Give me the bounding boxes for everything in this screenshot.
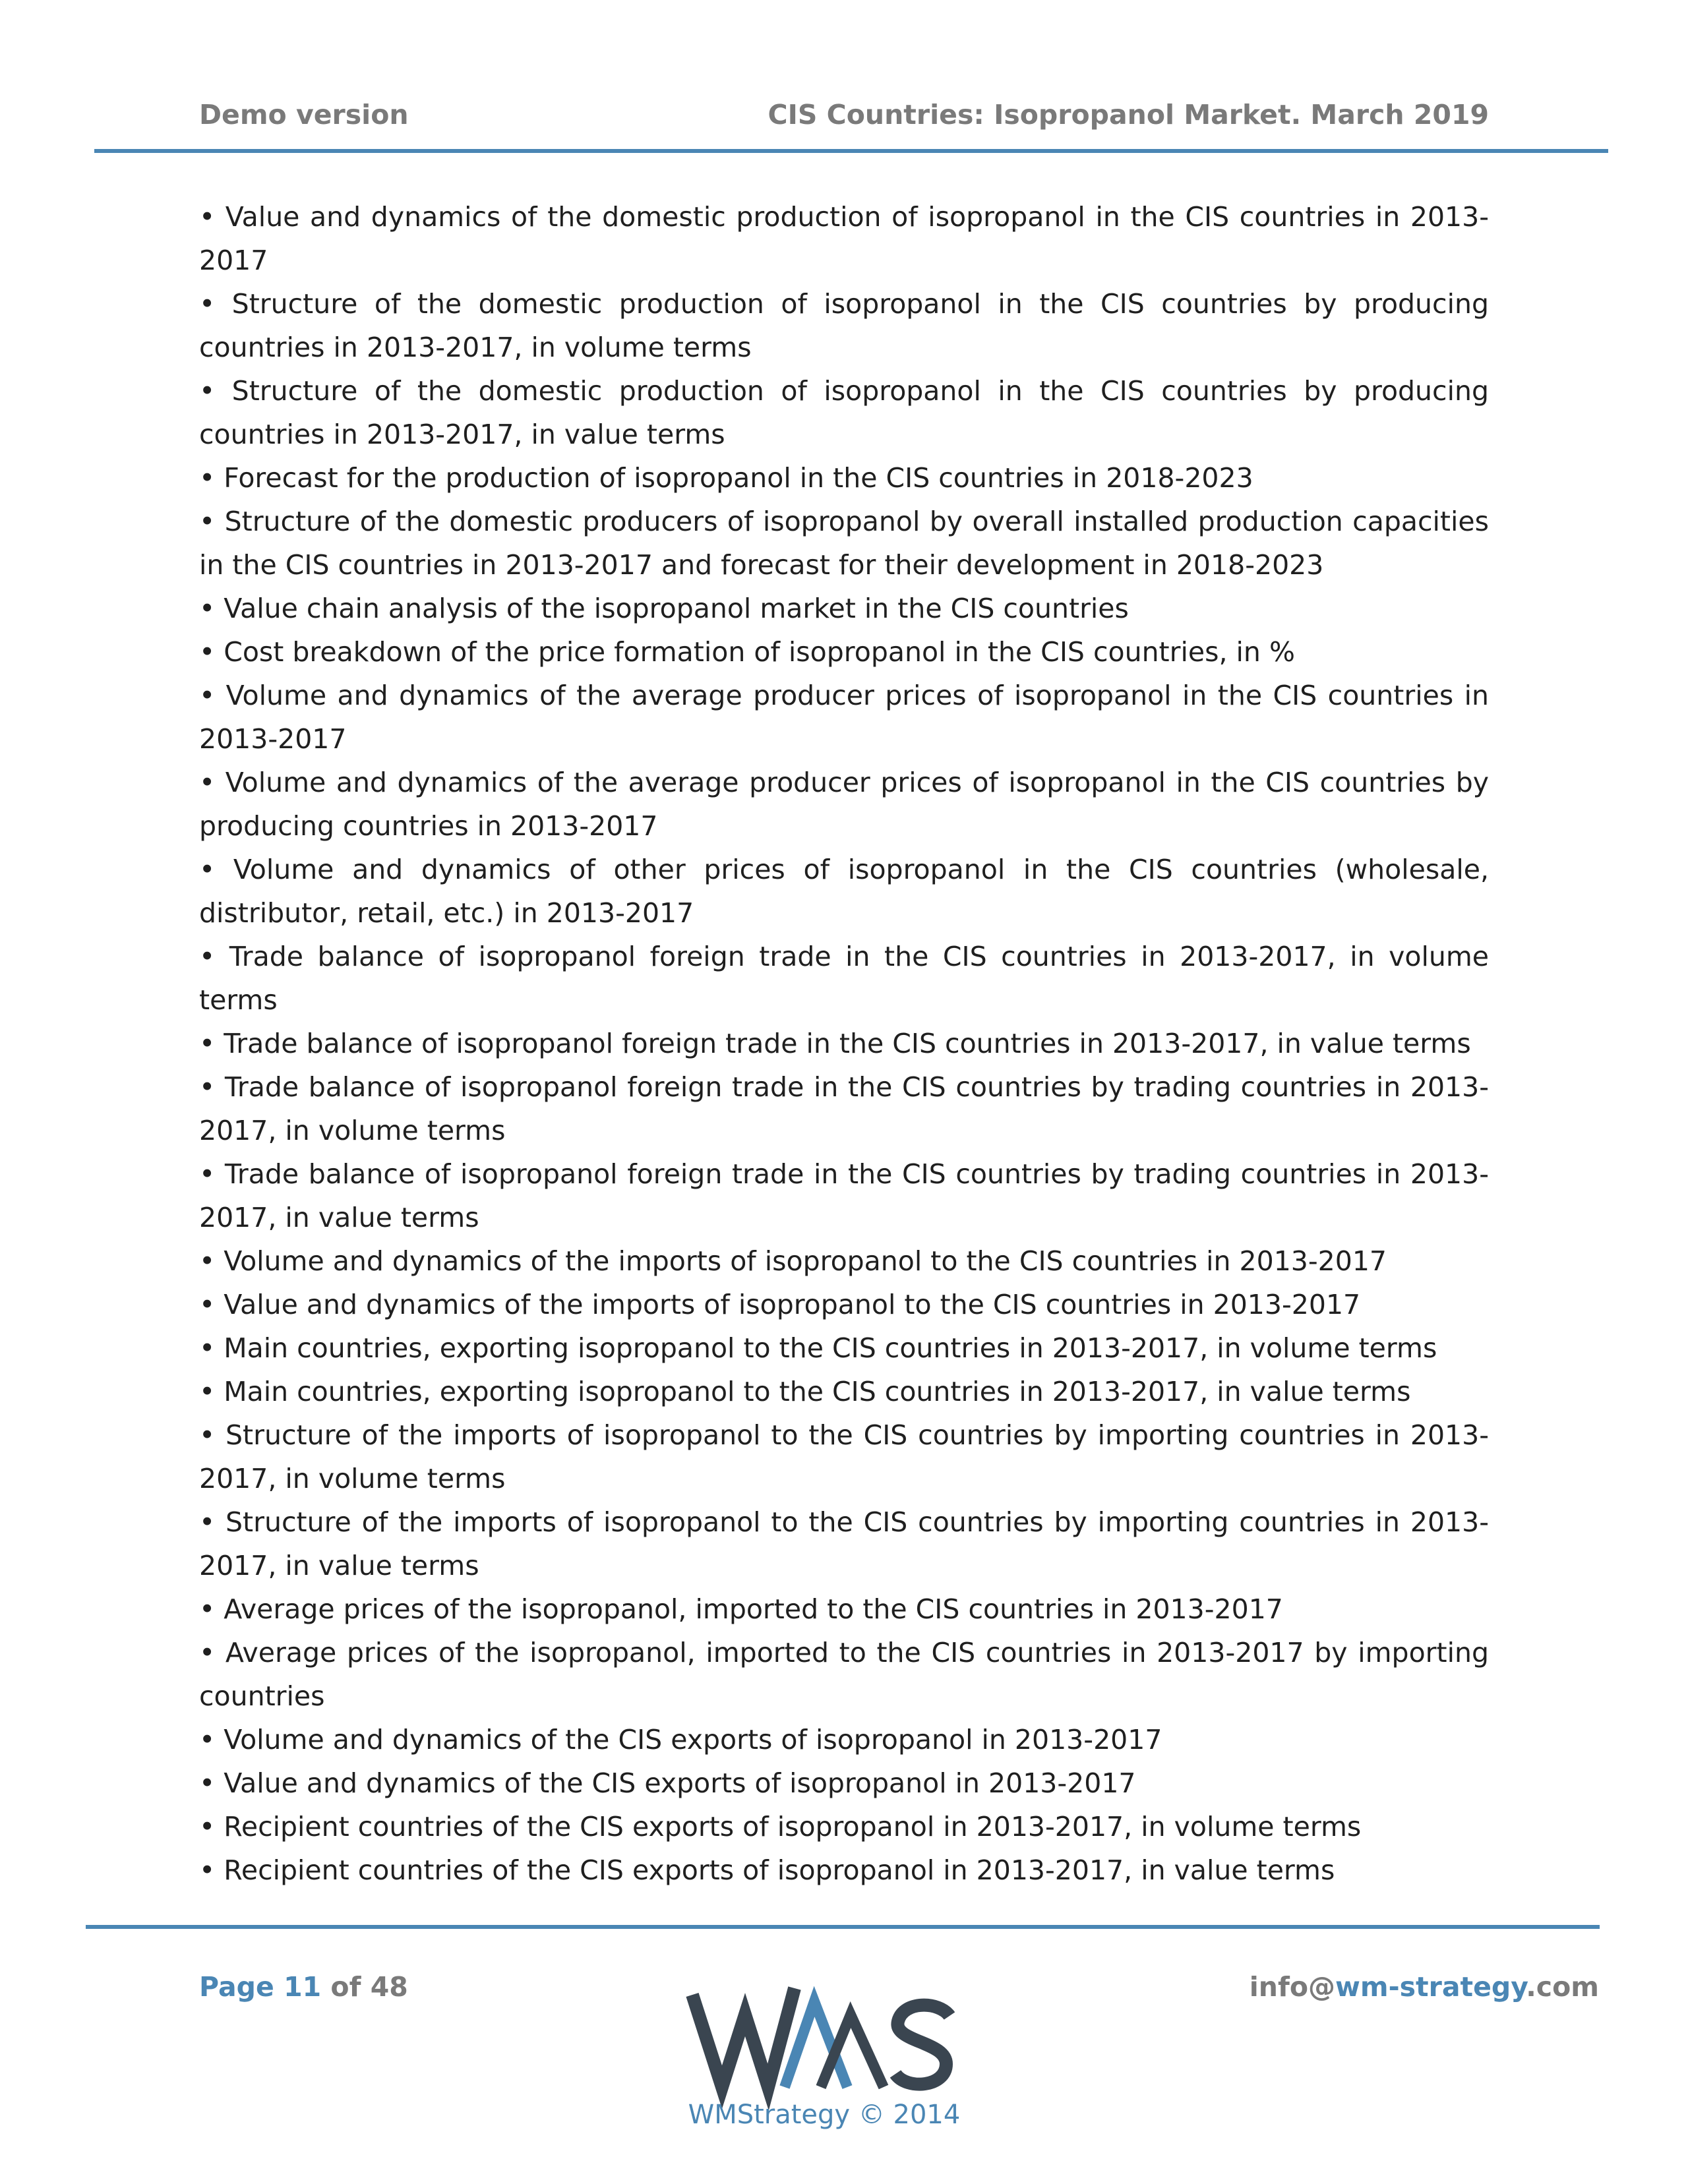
list-item: • Volume and dynamics of the average producer prices of isopropanol in the CIS countries in 2013-2017 (199, 680, 1489, 755)
list-item: • Recipient countries of the CIS exports of isopropanol in 2013-2017, in volume terms (199, 1811, 1362, 1843)
list-item: • Volume and dynamics of the imports of isopropanol to the CIS countries in 2013-2017 (199, 1245, 1387, 1277)
list-item: • Value chain analysis of the isopropanol market in the CIS countries (199, 593, 1129, 624)
header-demo-label: Demo version (199, 99, 409, 131)
list-item: • Structure of the domestic production of isopropanol in the CIS countries by producing countries in 2013-2017, in volume terms (199, 288, 1489, 363)
list-item: • Trade balance of isopropanol foreign trade in the CIS countries by trading countries in 2013-2017, in volume terms (199, 1071, 1489, 1146)
page-number: 11 (284, 1971, 322, 2003)
list-item: • Recipient countries of the CIS exports of isopropanol in 2013-2017, in value terms (199, 1854, 1335, 1886)
email-domain: wm-strategy (1335, 1971, 1526, 2003)
list-item: • Structure of the domestic producers of isopropanol by overall installed production capacities in the CIS countries in 2013-2017 and forecast for their development in 2018-2023 (199, 506, 1489, 581)
wms-logo (686, 1975, 963, 2113)
list-item: • Trade balance of isopropanol foreign trade in the CIS countries in 2013-2017, in volume terms (199, 941, 1489, 1016)
list-item: • Value and dynamics of the domestic production of isopropanol in the CIS countries in 2013-2017 (199, 201, 1489, 276)
footer-divider (86, 1925, 1600, 1929)
list-item: • Forecast for the production of isopropanol in the CIS countries in 2018-2023 (199, 462, 1253, 494)
list-item: • Value and dynamics of the CIS exports of isopropanol in 2013-2017 (199, 1767, 1136, 1799)
of-word: of (330, 1971, 361, 2003)
header-divider (94, 149, 1608, 153)
email-user: info@ (1249, 1971, 1335, 2003)
page-total: 48 (370, 1971, 408, 2003)
list-item: • Trade balance of isopropanol foreign trade in the CIS countries by trading countries in 2013-2017, in value terms (199, 1158, 1489, 1233)
list-item: • Value and dynamics of the imports of isopropanol to the CIS countries in 2013-2017 (199, 1289, 1361, 1320)
email-tld: .com (1526, 1971, 1599, 2003)
list-item: • Cost breakdown of the price formation of isopropanol in the CIS countries, in % (199, 636, 1295, 668)
list-item: • Main countries, exporting isopropanol to the CIS countries in 2013-2017, in volume terms (199, 1332, 1437, 1364)
list-item: • Structure of the imports of isopropanol to the CIS countries by importing countries in 2013-2017, in volume terms (199, 1419, 1489, 1494)
page-word: Page (199, 1971, 274, 2003)
contents-list (199, 195, 1489, 1892)
contact-email[interactable] (1250, 1971, 1599, 2003)
list-item: • Structure of the domestic production of isopropanol in the CIS countries by producing countries in 2013-2017, in value terms (199, 375, 1489, 450)
list-item: • Trade balance of isopropanol foreign trade in the CIS countries in 2013-2017, in value terms (199, 1028, 1471, 1059)
page-header (199, 99, 1489, 138)
list-item: • Structure of the imports of isopropanol to the CIS countries by importing countries in 2013-2017, in value terms (199, 1506, 1489, 1581)
list-item: • Volume and dynamics of other prices of isopropanol in the CIS countries (wholesale, distributor, retail, etc.) in 2013-2017 (199, 854, 1489, 929)
copyright-notice: WMStrategy © 2014 (688, 2100, 961, 2130)
list-item: • Average prices of the isopropanol, imported to the CIS countries in 2013-2017 (199, 1593, 1283, 1625)
list-item: • Volume and dynamics of the CIS exports of isopropanol in 2013-2017 (199, 1724, 1162, 1756)
page-counter (199, 1971, 408, 2003)
header-report-title: CIS Countries: Isopropanol Market. March 2019 (768, 99, 1489, 131)
list-item: • Main countries, exporting isopropanol to the CIS countries in 2013-2017, in value terms (199, 1376, 1411, 1407)
list-item: • Volume and dynamics of the average producer prices of isopropanol in the CIS countries by producing countries in 2013-2017 (199, 767, 1489, 842)
list-item: • Average prices of the isopropanol, imported to the CIS countries in 2013-2017 by importing countries (199, 1637, 1489, 1712)
